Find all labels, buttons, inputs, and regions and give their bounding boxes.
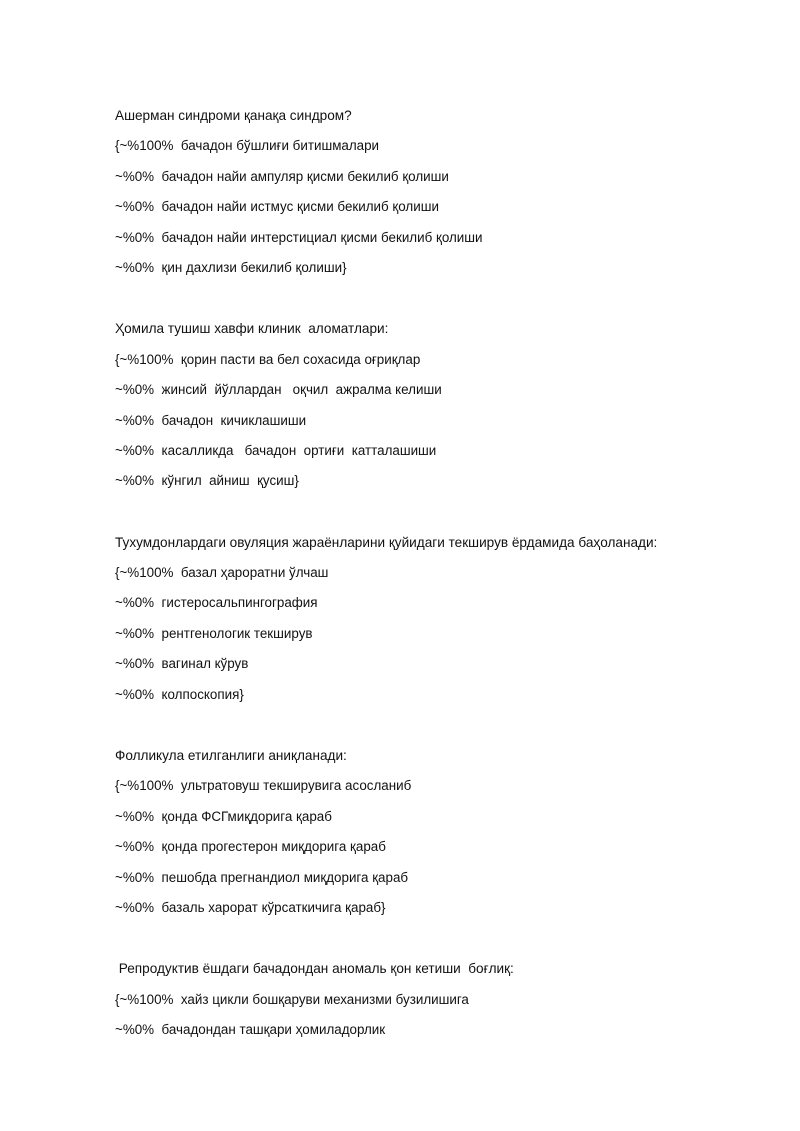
answer-option: {~%100% базал ҳароратни ўлчаш [115, 565, 329, 581]
question-text: Фолликула етилганлиги аниқланади: [115, 748, 347, 764]
answer-option: ~%0% бачадон кичиклашиши [115, 412, 307, 428]
answer-option: ~%0% гистеросальпингография [115, 595, 318, 611]
answer-option: ~%0% вагинал кўрув [115, 656, 249, 672]
answer-option: ~%0% бачадон найи истмус қисми бекилиб қолиши [115, 199, 439, 215]
answer-option: ~%0% колпоскопия} [115, 686, 244, 702]
answer-option: ~%0% бачадон найи ампуляр қисми бекилиб қолиши [115, 168, 449, 184]
answer-option: ~%0% қин дахлизи бекилиб қолиши} [115, 259, 347, 275]
answer-option: ~%0% қонда ФСГмиқдорига қараб [115, 808, 332, 824]
answer-option: ~%0% қонда прогестерон миқдорига қараб [115, 839, 386, 855]
answer-option: {~%100% қорин пасти ва бел сохасида оғриқлар [115, 351, 421, 367]
answer-option: {~%100% ультратовуш текширувига асосланиб [115, 778, 412, 794]
answer-option: ~%0% кўнгил айниш қусиш} [115, 473, 299, 489]
answer-option: ~%0% бачадон найи интерстициал қисми бекилиб қолиши [115, 229, 483, 245]
question-text: Тухумдонлардаги овуляция жараёнларини қуйидаги текширув ёрдамида баҳоланади: [115, 534, 658, 550]
answer-option: ~%0% базаль харорат кўрсаткичига қараб} [115, 899, 386, 915]
answer-option: ~%0% жинсий йўллардан оқчил ажралма келиши [115, 382, 442, 398]
question-block-1 [115, 106, 775, 288]
answer-option: ~%0% бачадондан ташқари ҳомиладорлик [115, 1022, 386, 1038]
question-block-3 [115, 533, 775, 715]
answer-option: ~%0% рентгенологик текширув [115, 625, 313, 641]
question-block-2 [115, 319, 775, 501]
question-text: Репродуктив ёшдаги бачадондан аномаль қон кетиши боғлиқ: [115, 961, 514, 977]
answer-option: ~%0% пешобда прегнандиол миқдорига қараб [115, 869, 409, 885]
question-block-4 [115, 746, 775, 928]
answer-option: {~%100% бачадон бўшлиғи битишмалари [115, 138, 380, 154]
question-text: Ҳомила тушиш хавфи клиник аломатлари: [115, 321, 389, 337]
question-block-5 [115, 959, 775, 1050]
question-text: Ашерман синдроми қанақа синдром? [115, 108, 352, 123]
answer-option: {~%100% хайз цикли бошқаруви механизми бузилишига [115, 991, 469, 1007]
answer-option: ~%0% касалликда бачадон ортиғи катталашиши [115, 442, 437, 458]
document-body [115, 106, 775, 1082]
